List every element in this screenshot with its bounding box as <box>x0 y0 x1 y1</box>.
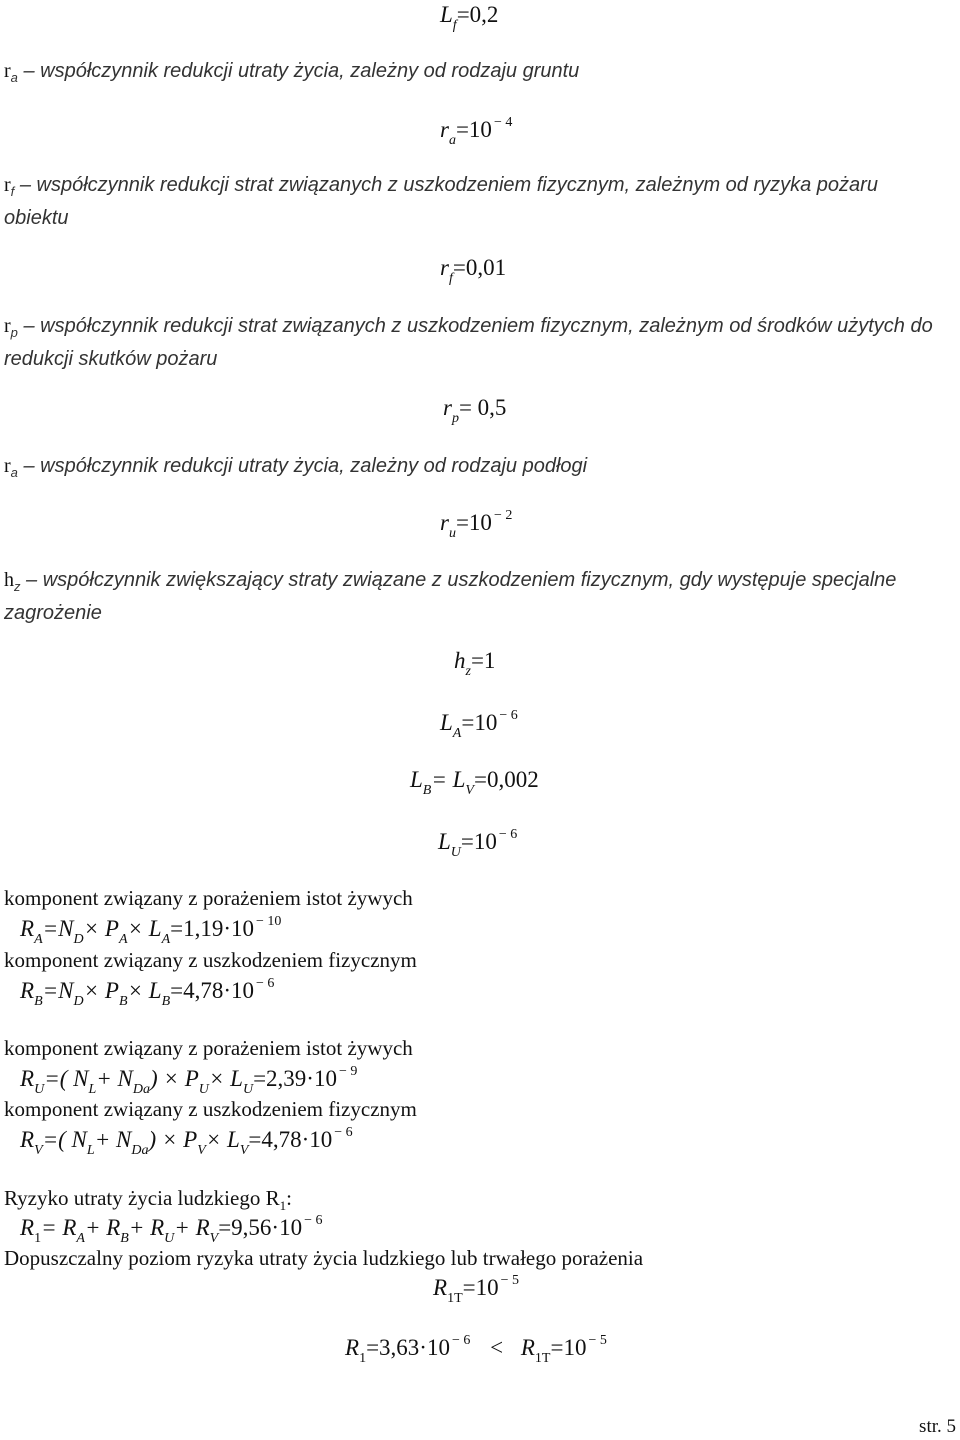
page-number: str. 5 <box>919 1416 956 1437</box>
formula-rb: $R_B=N_D\times P_B\times L_B=4,78\cdot 10$ $^{- 6}$ <box>20 976 275 1009</box>
equation-lb-lv: $L_B= L_V=0,002$ <box>410 767 539 798</box>
equation-lf: $L_f=0,2$ <box>440 2 499 33</box>
definition-rp: $r_p$ – współczynnik redukcji strat związanych z uszkodzeniem fizycznym, zależnym od środków użytych do redukcji skutków pożaru <box>4 315 933 370</box>
formula-ra: $R_A=N_D\times P_A\times L_A=1,19\cdot 10$ $^{- 10}$ <box>20 914 282 947</box>
definition-rf: $r_f$ – współczynnik redukcji strat związanych z uszkodzeniem fizycznym, zależnym od ryzyka pożaru obiektu <box>4 174 878 229</box>
component-label-ra: komponent związany z porażeniem istot żywych <box>4 886 413 910</box>
equation-lu: $L_U=10$ $^{- 6}$ <box>438 827 518 860</box>
comparison-r1-r1t: $R_1=3,63\cdot 10$ $^{- 6} < R_{1T}=10$ $^{- 5}$ <box>345 1333 607 1366</box>
definition-hz: $h_z$ – współczynnik zwiększający straty związane z uszkodzeniem fizycznym, gdy występuje specjalne zagrożenie <box>4 569 897 624</box>
equation-hz: $h_z=1$ <box>454 648 496 679</box>
equation-rp: $r_p= 0,5$ <box>443 395 507 426</box>
definition-ra-ground: $r_a$ – współczynnik redukcji utraty życia, zależny od rodzaju gruntu <box>4 60 580 85</box>
risk-heading: Ryzyko utraty życia ludzkiego $R_1$: <box>4 1186 292 1214</box>
equation-ra: $r_a=10$ $^{- 4}$ <box>440 115 513 148</box>
equation-la: $L_A=10$ $^{- 6}$ <box>440 708 518 741</box>
formula-r1-sum: $R_1= R_A+ R_B+ R_U+ R_V=9,56\cdot 10$ $^{- 6}$ <box>20 1213 323 1246</box>
component-label-rb: komponent związany z uszkodzeniem fizycznym <box>4 948 417 972</box>
formula-r1t: $R_{1T}=10$ $^{- 5}$ <box>433 1273 520 1306</box>
formula-ru: $R_U=$( $N_L+ N_{Da}) \times P_U\times L_U=2,39\cdot 10$ $^{- 9}$ <box>20 1064 358 1097</box>
equation-ru: $r_u=10$ $^{- 2}$ <box>440 508 513 541</box>
allowed-risk-label: Dopuszczalny poziom ryzyka utraty życia ludzkiego lub trwałego porażenia <box>4 1246 644 1270</box>
component-label-rv: komponent związany z uszkodzeniem fizycznym <box>4 1097 417 1121</box>
equation-rf: $r_f=0,01$ <box>440 255 507 286</box>
definition-ra-floor: $r_a$ – współczynnik redukcji utraty życia, zależny od rodzaju podłogi <box>4 455 588 480</box>
component-label-ru: komponent związany z porażeniem istot żywych <box>4 1036 413 1060</box>
formula-rv: $R_V=$( $N_L+ N_{Da}) \times P_V\times L_V=4,78\cdot 10$ $^{- 6}$ <box>20 1125 353 1158</box>
